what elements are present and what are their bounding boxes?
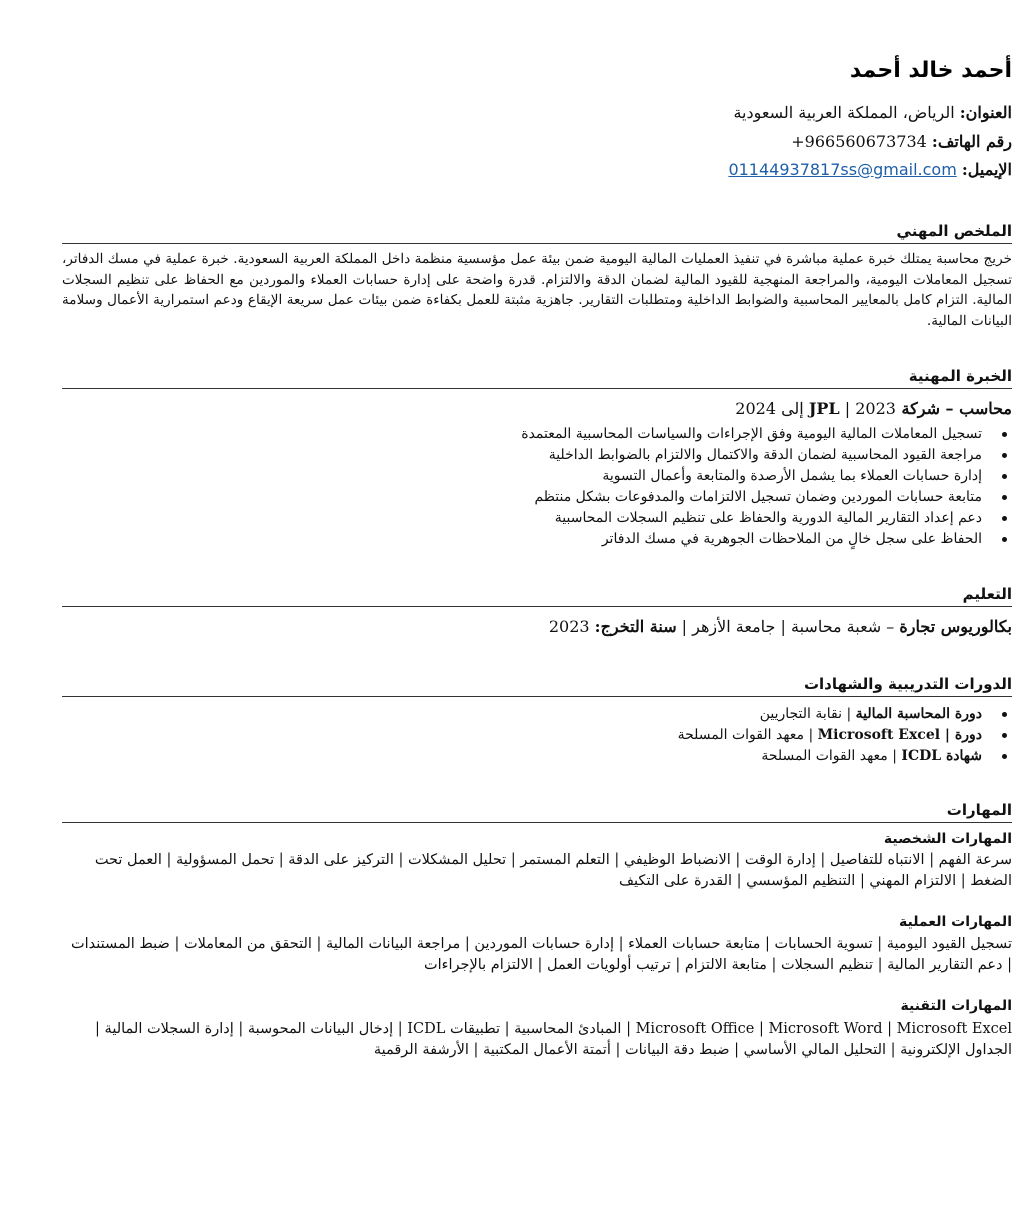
practical-skills-text: تسجيل القيود اليومية | تسوية الحسابات | متابعة حسابات العملاء | إدارة حسابات الموردين | مراجعة البيانات المالية | التحقق من المعاملات | ضبط المستندات | دعم التقارير المالية | تنظيم السجلات | متابعة الالتزام | ترتيب أولويات العمل | الالتزام بالإجراءات bbox=[71, 936, 1012, 973]
education-line bbox=[549, 616, 1012, 638]
courses-list bbox=[678, 704, 1012, 767]
phone-value: 966560673734+ bbox=[791, 132, 932, 151]
summary-text: خريج محاسبة يمتلك خبرة عملية مباشرة في تنفيذ العمليات المالية اليومية ضمن بيئة عمل مؤسسية منظمة داخل المملكة العربية السعودية. خبرة عملية في مسك الدفاتر، تسجيل المعاملات اليومية، والمراجعة المنهجية للقيود المالية لضمان الدقة والالتزام. قدرة واضحة على إدارة حسابات العملاء والموردين مع الحفاظ على تنظيم السجلات المالية. التزام كامل بالمعايير المحاسبية والضوابط الداخلية ومتطلبات التقارير. جاهزية مثبتة للعمل بكفاءة ضمن بيئات عمل سريعة الإيقاع ودعم استمرارية الأعمال وسلامة البيانات المالية. bbox=[62, 251, 1012, 329]
list-item bbox=[678, 725, 982, 746]
degree: بكالوريوس تجارة bbox=[899, 617, 1012, 636]
course-name: دورة | Microsoft Excel bbox=[817, 727, 982, 743]
resume-page bbox=[62, 0, 1012, 1214]
practical-skills-title: المهارات العملية bbox=[898, 914, 1012, 930]
email-line bbox=[728, 159, 1012, 181]
personal-skills-title: المهارات الشخصية bbox=[883, 831, 1012, 847]
summary-title: الملخص المهني bbox=[62, 222, 1012, 244]
skills-title: المهارات bbox=[62, 801, 1012, 823]
course-name: شهادة ICDL bbox=[901, 748, 982, 764]
grad-label: سنة التخرج: bbox=[594, 617, 677, 636]
technical-skills-title: المهارات التقنية bbox=[900, 998, 1012, 1014]
list-item: إدارة حسابات العملاء بما يشمل الأرصدة والمتابعة وأعمال التسوية bbox=[521, 466, 982, 487]
list-item: الحفاظ على سجل خالٍ من الملاحظات الجوهرية في مسك الدفاتر bbox=[521, 529, 982, 550]
course-org: | معهد القوات المسلحة bbox=[677, 727, 818, 743]
job-period: | 2023 إلى 2024 bbox=[735, 399, 896, 418]
address-value: الرياض، المملكة العربية السعودية bbox=[733, 103, 960, 122]
experience-bullets bbox=[521, 424, 1012, 550]
personal-skills-text: سرعة الفهم | الانتباه للتفاصيل | إدارة الوقت | الانضباط الوظيفي | التعلم المستمر | تحليل المشكلات | التركيز على الدقة | تحمل المسؤولية | العمل تحت الضغط | الالتزام المهني | التنظيم المؤسسي | القدرة على التكيف bbox=[94, 852, 1012, 889]
list-item: دعم إعداد التقارير المالية الدورية والحفاظ على تنظيم السجلات المحاسبية bbox=[521, 508, 982, 529]
course-name: دورة المحاسبة المالية bbox=[855, 706, 982, 722]
list-item: مراجعة القيود المحاسبية لضمان الدقة والاكتمال والالتزام بالضوابط الداخلية bbox=[521, 445, 982, 466]
job-role: محاسب – شركة JPL bbox=[808, 399, 1012, 418]
address-line bbox=[733, 102, 1012, 124]
course-org: | معهد القوات المسلحة bbox=[761, 748, 902, 764]
list-item: تسجيل المعاملات المالية اليومية وفق الإجراءات والسياسات المحاسبية المعتمدة bbox=[521, 424, 982, 445]
job-heading bbox=[735, 398, 1012, 420]
phone-label: رقم الهاتف: bbox=[931, 132, 1012, 151]
email-label: الإيميل: bbox=[961, 160, 1012, 179]
list-item bbox=[678, 746, 982, 767]
course-org: | نقابة التجاريين bbox=[759, 706, 856, 722]
person-name: أحمد خالد أحمد bbox=[849, 58, 1012, 83]
list-item bbox=[678, 704, 982, 725]
list-item: متابعة حسابات الموردين وضمان تسجيل الالتزامات والمدفوعات بشكل منتظم bbox=[521, 487, 982, 508]
phone-line bbox=[791, 131, 1012, 153]
technical-skills-text: Microsoft Office | Microsoft Word | Microsoft Excel | المبادئ المحاسبية | تطبيقات ICDL | إدخال البيانات المحوسبة | إدارة السجلات المالية | الجداول الإلكترونية | التحليل المالي الأساسي | ضبط دقة البيانات | أتمتة الأعمال المكتبية | الأرشفة الرقمية bbox=[95, 1021, 1012, 1058]
courses-title: الدورات التدريبية والشهادات bbox=[62, 675, 1012, 697]
education-title: التعليم bbox=[62, 585, 1012, 607]
education-details: – شعبة محاسبة | جامعة الأزهر | bbox=[676, 617, 900, 636]
experience-title: الخبرة المهنية bbox=[62, 367, 1012, 389]
grad-year: 2023 bbox=[548, 617, 595, 636]
email-link[interactable]: 01144937817ss@gmail.com bbox=[728, 160, 957, 179]
address-label: العنوان: bbox=[959, 103, 1012, 122]
